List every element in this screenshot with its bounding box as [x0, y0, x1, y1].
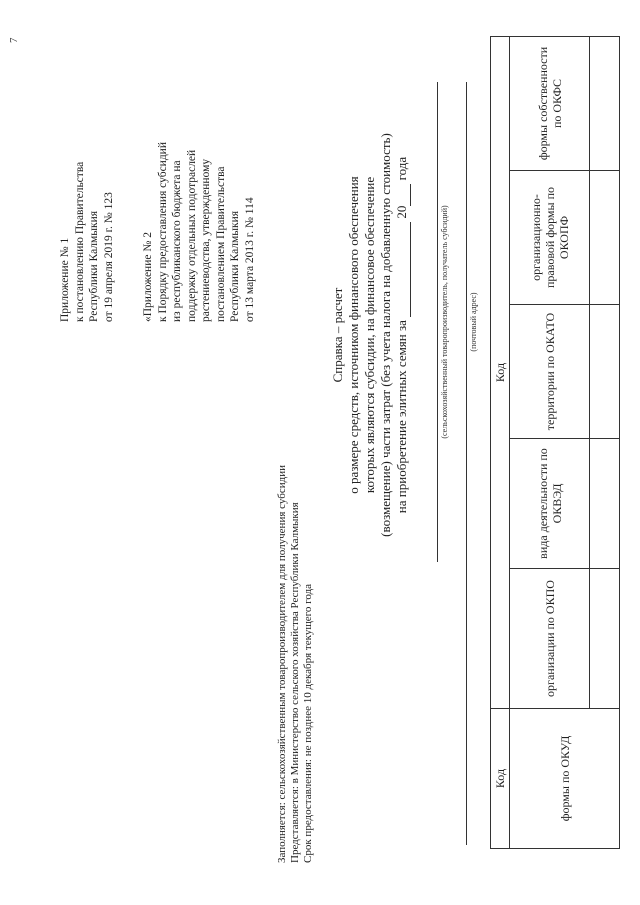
appendix2-line: из республиканского бюджета на — [171, 160, 183, 322]
appendix2-line: Республики Калмыкия — [229, 210, 241, 322]
okato-value-cell[interactable] — [590, 305, 620, 439]
okpo-value-cell[interactable] — [590, 569, 620, 709]
appendix1-line: к постановлению Правительства — [73, 161, 86, 322]
period-year-prefix: 20 — [394, 205, 409, 219]
appendix1-line: Приложение № 1 — [59, 237, 71, 322]
okopf-value-cell[interactable] — [590, 171, 620, 305]
period-suffix: года — [394, 156, 409, 181]
okfs-value-cell[interactable] — [590, 37, 620, 171]
codes-table — [490, 36, 620, 849]
title-line: о размере средств, источником финансового обеспечения — [346, 176, 361, 494]
period-blank — [394, 222, 411, 317]
producer-caption: (сельскохозяйственный товаропроизводитель, получатель субсидий) — [440, 205, 449, 439]
title-line: (возмещение) части затрат (без учета налога на добавленную стоимость) — [378, 133, 393, 537]
title-line: которых являются субсидии, на финансовое обеспечение — [362, 176, 377, 494]
appendix2-line: постановлением Правительства — [214, 166, 227, 322]
document-title — [330, 125, 411, 545]
fill-info-line: Представляется: в Министерство сельского хозяйства Республики Калмыкия — [289, 502, 301, 863]
title-line: Справка – расчет — [330, 287, 345, 383]
codes-right-header: Код — [491, 37, 510, 709]
okved-value-cell[interactable] — [590, 439, 620, 569]
fill-info-block — [276, 465, 315, 863]
period-prefix: на приобретение элитных семян за — [394, 320, 409, 514]
fill-info-line: Заполняется: сельскохозяйственным товаропроизводителем для получения субсидии — [276, 465, 288, 863]
appendix1-block — [58, 162, 116, 322]
appendix2-line: к Порядку предоставления субсидий — [156, 142, 169, 322]
okopf-cell: организационно-правовой формы по ОКОПФ — [510, 171, 590, 305]
okud-cell: формы по ОКУД — [510, 709, 620, 849]
okpo-cell: организации по ОКПО — [510, 569, 590, 709]
fill-info-line: Срок предоставления: не позднее 10 декабря текущего года — [302, 583, 314, 863]
appendix2-line: растениеводства, утвержденному — [200, 158, 212, 322]
appendix1-line: от 19 апреля 2019 г. № 123 — [102, 192, 115, 322]
codes-left-header: Код — [491, 709, 510, 849]
producer-line — [437, 82, 438, 562]
appendix1-line: Республики Калмыкия — [88, 210, 100, 322]
appendix2-block — [141, 142, 257, 322]
okfs-cell: формы собственности по ОКФС — [510, 37, 590, 171]
year-blank — [394, 184, 411, 206]
appendix2-line: «Приложение № 2 — [142, 232, 154, 322]
page-number: 7 — [8, 37, 20, 43]
appendix2-line: от 13 марта 2013 г. № 114 — [243, 197, 256, 322]
address-caption: (почтовый адрес) — [469, 292, 478, 352]
okato-cell: территории по ОКАТО — [510, 305, 590, 439]
address-line — [466, 82, 467, 845]
title-line-period — [394, 125, 411, 545]
okved-cell: вида деятельности по ОКВЭД — [510, 439, 590, 569]
appendix2-line: поддержку отдельных подотраслей — [185, 149, 198, 322]
